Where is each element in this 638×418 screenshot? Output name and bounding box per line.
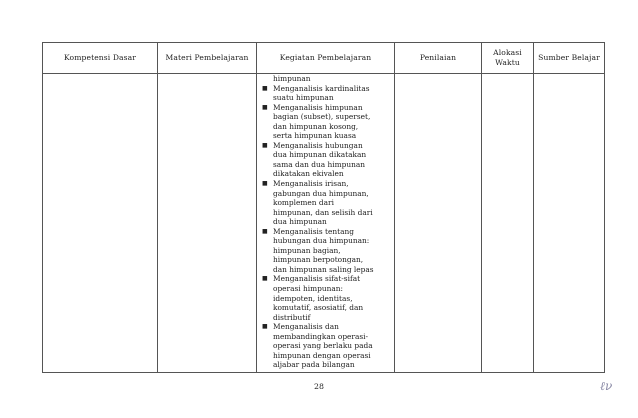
- list-item-line: Menganalisis kardinalitas: [273, 83, 370, 93]
- continuation-line: himpunan: [273, 74, 311, 83]
- list-item-line: distributif: [273, 312, 311, 322]
- list-item-line: Menganalisis dan: [273, 322, 339, 332]
- bullet-icon: ■: [262, 103, 268, 111]
- list-item-line: serta himpunan kuasa: [273, 131, 357, 141]
- list-item-line: membandingkan operasi-: [273, 331, 369, 341]
- list-item-line: himpunan dengan operasi: [273, 350, 371, 360]
- list-item-line: suatu himpunan: [273, 93, 334, 103]
- list-item: [257, 84, 394, 103]
- list-item-line: idempoten, identitas,: [273, 293, 353, 303]
- list-item-line: sama dan dua himpunan: [273, 159, 366, 169]
- header-materi-pembelajaran: Materi Pembelajaran: [158, 43, 257, 74]
- list-item-line: dan himpunan kosong,: [273, 121, 359, 131]
- header-waktu-line: Waktu: [495, 58, 520, 67]
- list-item: [257, 141, 394, 179]
- list-item-line: dua himpunan dikatakan: [273, 150, 367, 160]
- list-item-line: aljabar pada bilangan: [273, 360, 355, 370]
- cell-sumber-belajar: [534, 74, 605, 373]
- list-item-line: Menganalisis irisan,: [273, 179, 349, 189]
- syllabus-table: [42, 42, 605, 373]
- header-sumber-belajar: Sumber Belajar: [534, 43, 605, 74]
- header-penilaian: Penilaian: [395, 43, 482, 74]
- table-header-row: [43, 43, 605, 74]
- list-item-line: Menganalisis hubungan: [273, 140, 363, 150]
- list-item-line: bagian (subset), superset,: [273, 112, 371, 122]
- cell-kompetensi-dasar: [43, 74, 158, 373]
- list-item-line: himpunan, dan selisih dari: [273, 207, 373, 217]
- list-item: [257, 179, 394, 227]
- list-item: [257, 227, 394, 275]
- list-item: [257, 322, 394, 370]
- cell-penilaian: [395, 74, 482, 373]
- list-item-line: operasi yang berlaku pada: [273, 341, 373, 351]
- bullet-icon: ■: [262, 323, 268, 331]
- list-item-line: dan himpunan saling lepas: [273, 264, 374, 274]
- table-row: [43, 74, 605, 373]
- header-kegiatan-pembelajaran: Kegiatan Pembelajaran: [257, 43, 395, 74]
- header-kompetensi-dasar: Kompetensi Dasar: [43, 43, 158, 74]
- list-item-line: komplemen dari: [273, 198, 334, 208]
- header-alokasi-waktu: [482, 43, 534, 74]
- cell-alokasi-waktu: [482, 74, 534, 373]
- list-item-line: dua himpunan: [273, 217, 327, 227]
- list-item-line: himpunan berpotongan,: [273, 255, 364, 265]
- list-item-line: gabungan dua himpunan,: [273, 188, 369, 198]
- list-item: [257, 103, 394, 141]
- bullet-icon: ■: [262, 227, 268, 235]
- list-item: [257, 274, 394, 322]
- list-item-line: Menganalisis himpunan: [273, 102, 363, 112]
- svg-text:ℓν: ℓν: [600, 379, 613, 393]
- publisher-logo-icon: [599, 376, 617, 394]
- bullet-icon: ■: [262, 275, 268, 283]
- bullet-icon: ■: [262, 141, 268, 149]
- list-item-line: himpunan bagian,: [273, 245, 341, 255]
- page-number: 28: [314, 382, 324, 391]
- list-item-line: komutatif, asosiatif, dan: [273, 303, 364, 313]
- bullet-icon: ■: [262, 180, 268, 188]
- header-alokasi-line: Alokasi: [493, 48, 522, 57]
- bullet-icon: ■: [262, 84, 268, 92]
- list-item-line: operasi himpunan:: [273, 284, 344, 294]
- list-item-line: hubungan dua himpunan:: [273, 236, 370, 246]
- cell-materi-pembelajaran: [158, 74, 257, 373]
- list-item-line: Menganalisis tentang: [273, 226, 355, 236]
- cell-kegiatan-pembelajaran: [257, 74, 395, 373]
- activity-list: [257, 84, 394, 370]
- list-item-line: Menganalisis sifat-sifat: [273, 274, 361, 284]
- list-item-line: dikatakan ekivalen: [273, 169, 344, 179]
